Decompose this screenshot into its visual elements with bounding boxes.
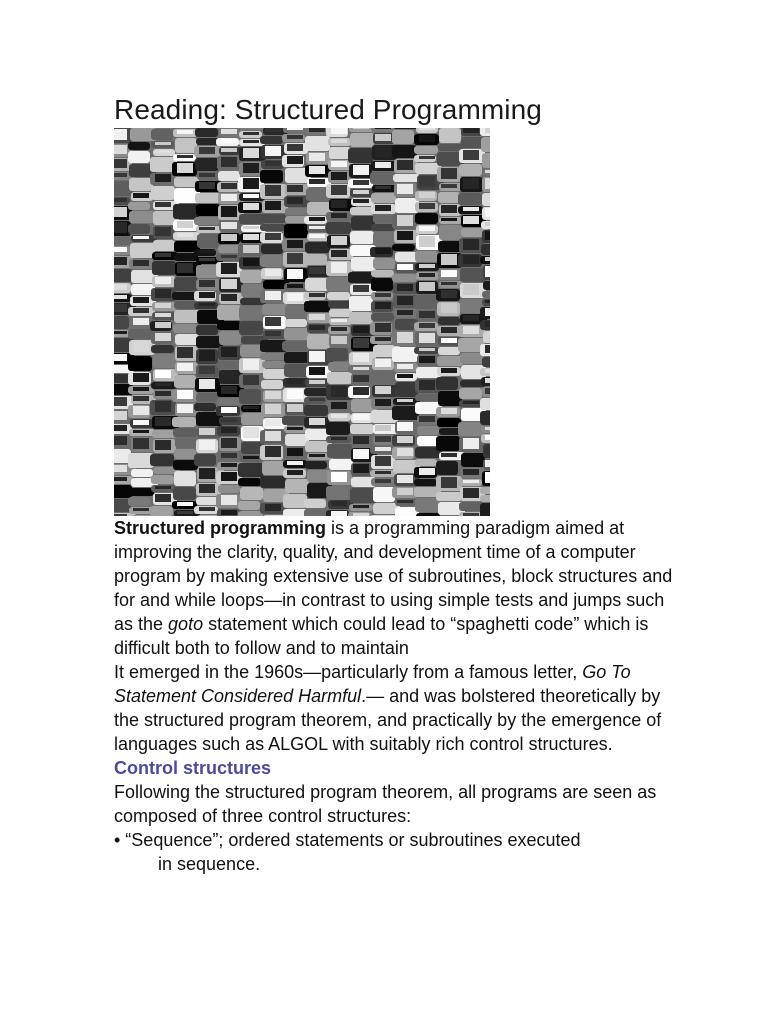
term-goto: goto [168, 614, 204, 634]
bullet-sequence-line2: in sequence. [158, 854, 261, 874]
paragraph-intro-text-b: statement which could lead to “spaghetti code” which is difficult both to follow and to maintain [114, 614, 649, 658]
article-body [114, 516, 674, 876]
paragraph-intro [114, 516, 674, 660]
bullet-sequence [114, 828, 674, 876]
building-photo [114, 128, 490, 516]
paragraph-history-text-a: It emerged in the 1960s—particularly from a famous letter, [114, 662, 583, 682]
paragraph-history [114, 660, 674, 756]
letter-title: Go To Statement Considered Harmful [114, 662, 631, 706]
term-structured-programming: Structured programming [114, 518, 327, 538]
bullet-sequence-line1: • “Sequence”; ordered statements or subroutines executed [114, 830, 581, 850]
section-heading-control-structures: Control structures [114, 758, 272, 778]
paragraph-intro-text-a: is a programming paradigm aimed at improving the clarity, quality, and development time of a computer program by making extensive use of subroutines, block structures and for and while loops—in contrast to using simple tests and jumps such as the [114, 518, 673, 634]
section-intro: Following the structured program theorem, all programs are seen as composed of three control structures: [114, 782, 657, 826]
paragraph-history-text-b: .— and was bolstered theoretically by the structured program theorem, and practically by the emergence of languages such as ALGOL with suitably rich control structures. [114, 686, 662, 754]
page-title: Reading: Structured Programming [114, 94, 542, 125]
building-photo-image [114, 128, 490, 516]
